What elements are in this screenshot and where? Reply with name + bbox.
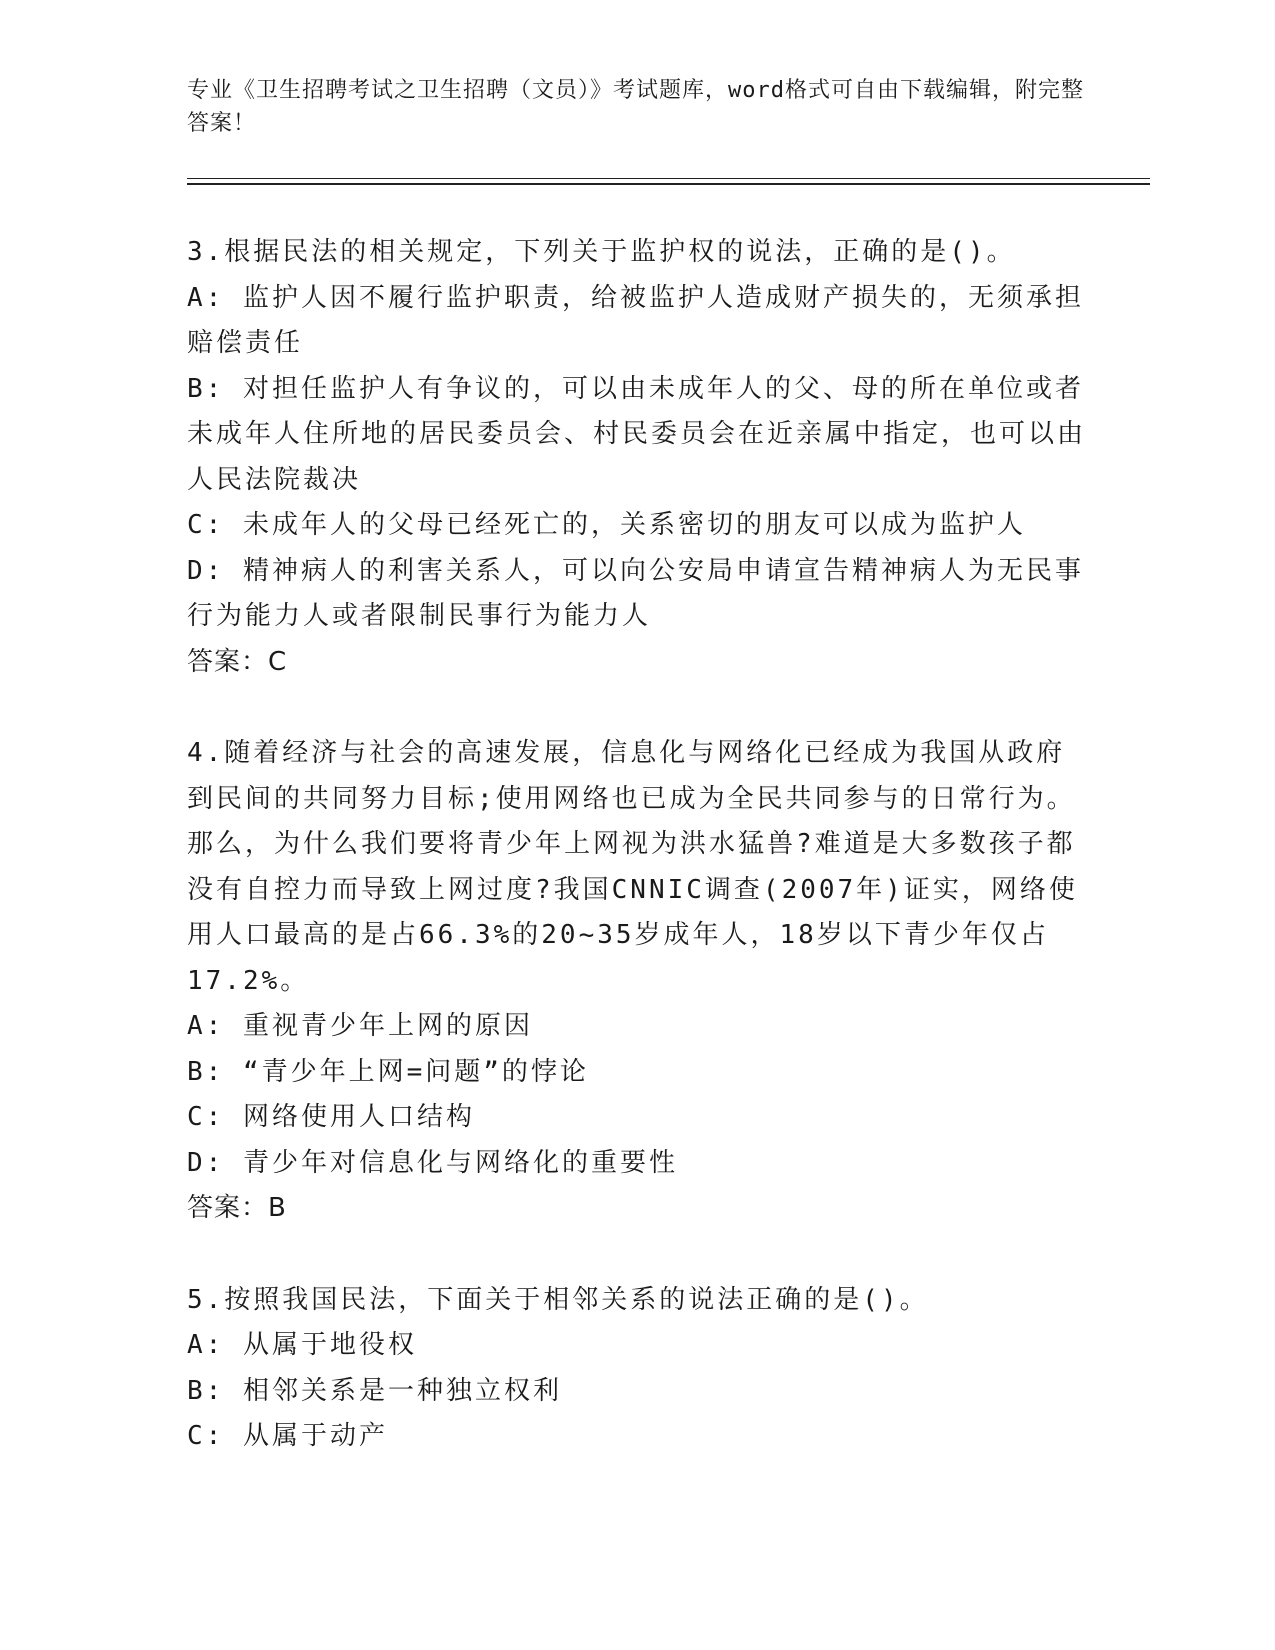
option-c: [187, 1414, 1087, 1460]
option-c: [187, 503, 1087, 549]
question-3: [187, 230, 1087, 685]
option-text: “青少年上网=问题”的悖论: [242, 1056, 589, 1087]
option-text: 对担任监护人有争议的，可以由未成年人的父、母的所在单位或者未成年人住所地的居民委员会、村民委员会在近亲属中指定，也可以由人民法院裁决: [187, 373, 1087, 495]
option-text: 重视青少年上网的原因: [242, 1011, 533, 1041]
option-text: 监护人因不履行监护职责，给被监护人造成财产损失的，无须承担赔偿责任: [187, 282, 1084, 358]
header-divider-thin: [187, 178, 1150, 179]
option-a: [187, 1004, 1087, 1050]
question-stem: 5.按照我国民法，下面关于相邻关系的说法正确的是()。: [187, 1284, 929, 1315]
option-b: [187, 367, 1087, 504]
option-text: 从属于动产: [242, 1421, 388, 1451]
question-stem: 4.随着经济与社会的高速发展，信息化与网络化已经成为我国从政府到民间的共同努力目标;使用网络也已成为全民共同参与的日常行为。那么，为什么我们要将青少年上网视为洪水猛兽?难道是大多数孩子都没有自控力而导致上网过度?我国CNNIC调查(2007年)证实，网络使用人口最高的是占66.3%的20~35岁成年人，18岁以下青少年仅占17.2%。: [187, 738, 1078, 996]
answer-line: 答案：B: [187, 1193, 287, 1223]
option-text: 网络使用人口结构: [242, 1102, 475, 1132]
option-key: A:: [187, 1330, 225, 1360]
question-5: [187, 1278, 1087, 1460]
option-b: [187, 1050, 1087, 1096]
option-key: B:: [187, 1056, 225, 1087]
option-key: A:: [187, 282, 225, 313]
option-key: A:: [187, 1011, 225, 1041]
answer-line: 答案：C: [187, 646, 288, 677]
option-key: C:: [187, 1421, 225, 1451]
option-text: 未成年人的父母已经死亡的，关系密切的朋友可以成为监护人: [242, 510, 1026, 540]
question-4: [187, 731, 1087, 1232]
header-divider-thick: [187, 183, 1150, 185]
option-text: 精神病人的利害关系人，可以向公安局申请宣告精神病人为无民事行为能力人或者限制民事行为能力人: [187, 555, 1084, 631]
option-key: C:: [187, 510, 225, 540]
question-list: [187, 230, 1087, 1506]
option-key: B:: [187, 1375, 225, 1406]
option-c: [187, 1095, 1087, 1141]
option-key: B:: [187, 373, 225, 404]
option-key: D:: [187, 1147, 225, 1178]
option-text: 从属于地役权: [242, 1330, 417, 1360]
question-stem: 3.根据民法的相关规定，下列关于监护权的说法，正确的是()。: [187, 237, 1016, 267]
option-key: C:: [187, 1102, 225, 1132]
option-b: [187, 1369, 1087, 1415]
document-header: 专业《卫生招聘考试之卫生招聘（文员）》考试题库，word格式可自由下载编辑，附完整答案！: [187, 78, 1084, 136]
option-key: D:: [187, 555, 225, 586]
option-a: [187, 1323, 1087, 1369]
option-text: 青少年对信息化与网络化的重要性: [242, 1147, 678, 1178]
option-d: [187, 549, 1087, 640]
option-d: [187, 1141, 1087, 1187]
option-text: 相邻关系是一种独立权利: [242, 1375, 562, 1406]
option-a: [187, 276, 1087, 367]
